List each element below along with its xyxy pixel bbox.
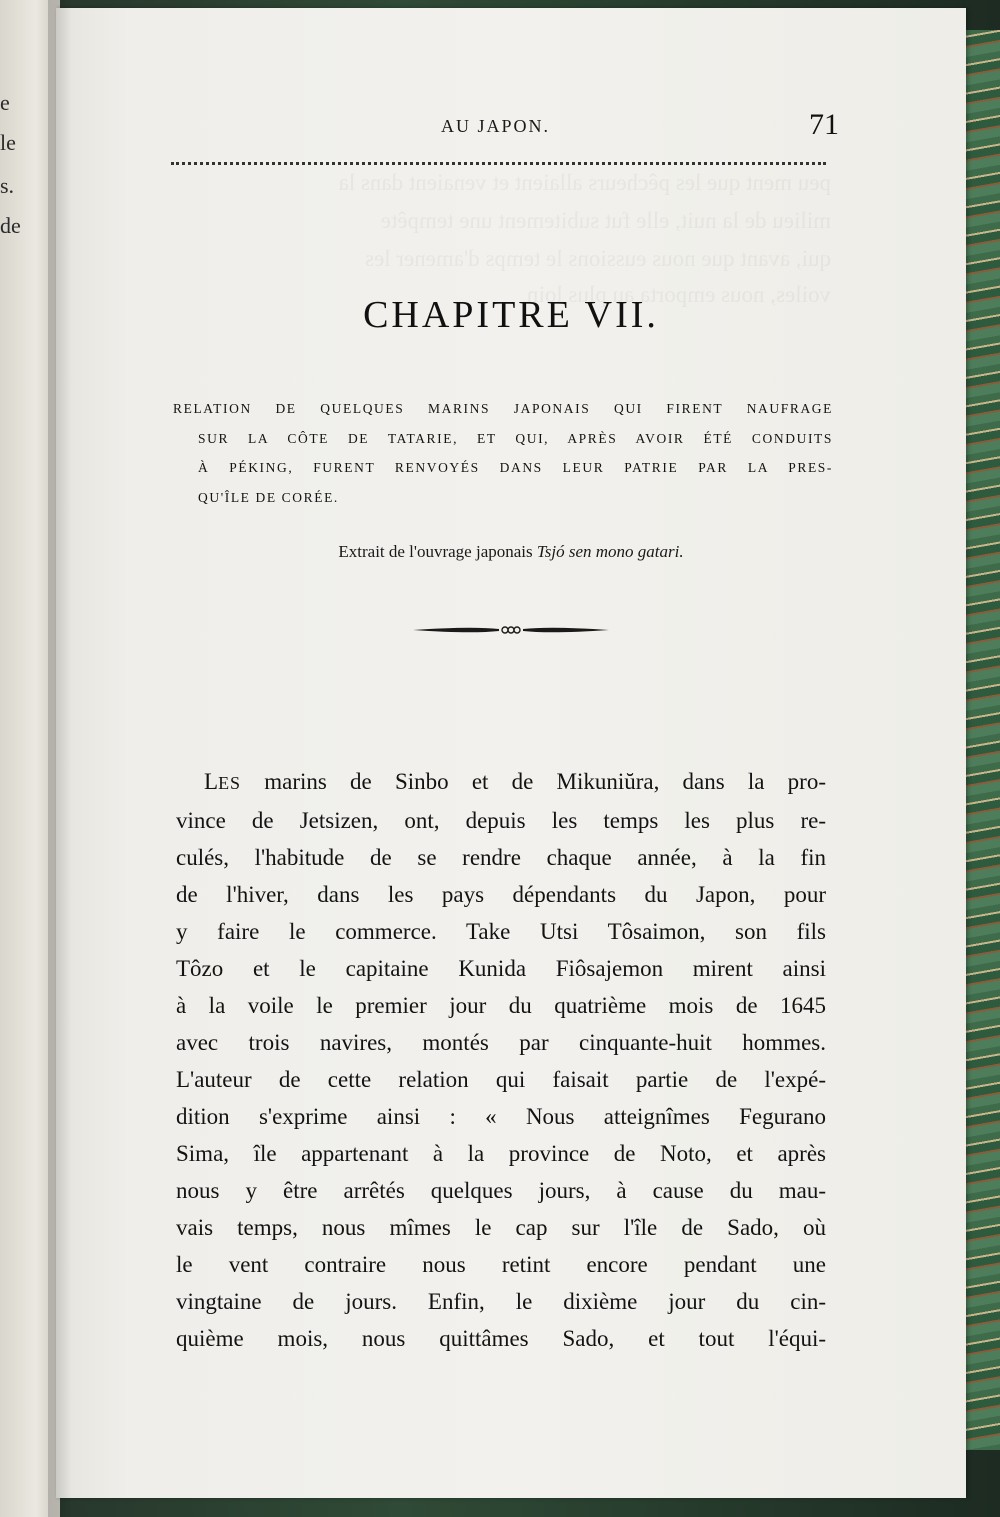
header-rule: [171, 162, 826, 165]
bleed-through: voiles, nous emporta au plus loin: [526, 282, 831, 307]
page-number: 71: [809, 108, 839, 141]
source-title: Tsjó sen mono gatari.: [536, 542, 684, 561]
body-paragraph: [176, 763, 826, 1357]
body-line: dition s'exprime ainsi : « Nous atteignîmes Fegurano: [176, 1104, 826, 1129]
book-page: [56, 8, 966, 1498]
body-line: nous y être arrêtés quelques jours, à cause du mau-: [176, 1178, 826, 1203]
small-cap-initial: L: [204, 769, 219, 794]
first-line-rest: marins de Sinbo et de Mikuniŭra, dans la pro-: [241, 769, 826, 794]
body-line: y faire le commerce. Take Utsi Tôsaimon, son fils: [176, 919, 826, 944]
bleed-through: milieu de la nuit, elle fut subitement une tempête: [380, 208, 831, 233]
body-line: vingtaine de jours. Enfin, le dixième jour du cin-: [176, 1289, 826, 1314]
body-line: quième mois, nous quittâmes Sado, et tout l'équi-: [176, 1326, 826, 1351]
summary-line: À PÉKING, FURENT RENVOYÉS DANS LEUR PATRIE PAR LA PRES-: [198, 460, 833, 475]
summary-line: SUR LA CÔTE DE TATARIE, ET QUI, APRÈS AVOIR ÉTÉ CONDUITS: [198, 430, 833, 446]
left-page-fragment: le: [0, 130, 16, 155]
body-line: L'auteur de cette relation qui faisait partie de l'expé-: [176, 1067, 826, 1092]
chapter-title: CHAPITRE VII.: [363, 294, 659, 336]
body-line: vais temps, nous mîmes le cap sur l'île de Sado, où: [176, 1215, 826, 1240]
running-head: [171, 108, 839, 144]
body-line: avec trois navires, montés par cinquante-huit hommes.: [176, 1030, 826, 1055]
left-page-fragment: e: [0, 90, 10, 115]
bleed-through: qui, avant que nous eussions le temps d'amener les: [365, 246, 831, 271]
summary-line: QU'ÎLE DE CORÉE.: [198, 489, 339, 505]
body-line: culés, l'habitude de se rendre chaque année, à la fin: [176, 845, 826, 870]
body-line: Sima, île appartenant à la province de Noto, et après: [176, 1141, 826, 1166]
running-title: AU JAPON.: [441, 116, 551, 136]
bleed-through: peu ment que les pêcheurs allaient et venaient dans la: [338, 170, 831, 195]
body-line: à la voile le premier jour du quatrième mois de 1645: [176, 993, 826, 1018]
body-line: vince de Jetsizen, ont, depuis les temps les plus re-: [176, 808, 826, 833]
body-line: Tôzo et le capitaine Kunida Fiôsajemon mirent ainsi: [176, 956, 826, 981]
source-note-prefix: Extrait de l'ouvrage japonais: [338, 542, 533, 561]
source-note: [56, 542, 966, 562]
left-page-fragment: s.: [0, 173, 15, 198]
summary-line: RELATION DE QUELQUES MARINS JAPONAIS QUI FIRENT NAUFRAGE: [173, 401, 833, 416]
body-line: le vent contraire nous retint encore pendant une: [176, 1252, 826, 1277]
chapter-summary: [173, 394, 833, 512]
small-cap-rest: ES: [218, 773, 242, 793]
body-line: de l'hiver, dans les pays dépendants du Japon, pour: [176, 882, 826, 907]
ornament-divider-icon: [411, 620, 611, 640]
left-page-fragment: de: [0, 213, 21, 238]
body-line: [176, 763, 826, 802]
gutter-shadow: [48, 0, 72, 1517]
